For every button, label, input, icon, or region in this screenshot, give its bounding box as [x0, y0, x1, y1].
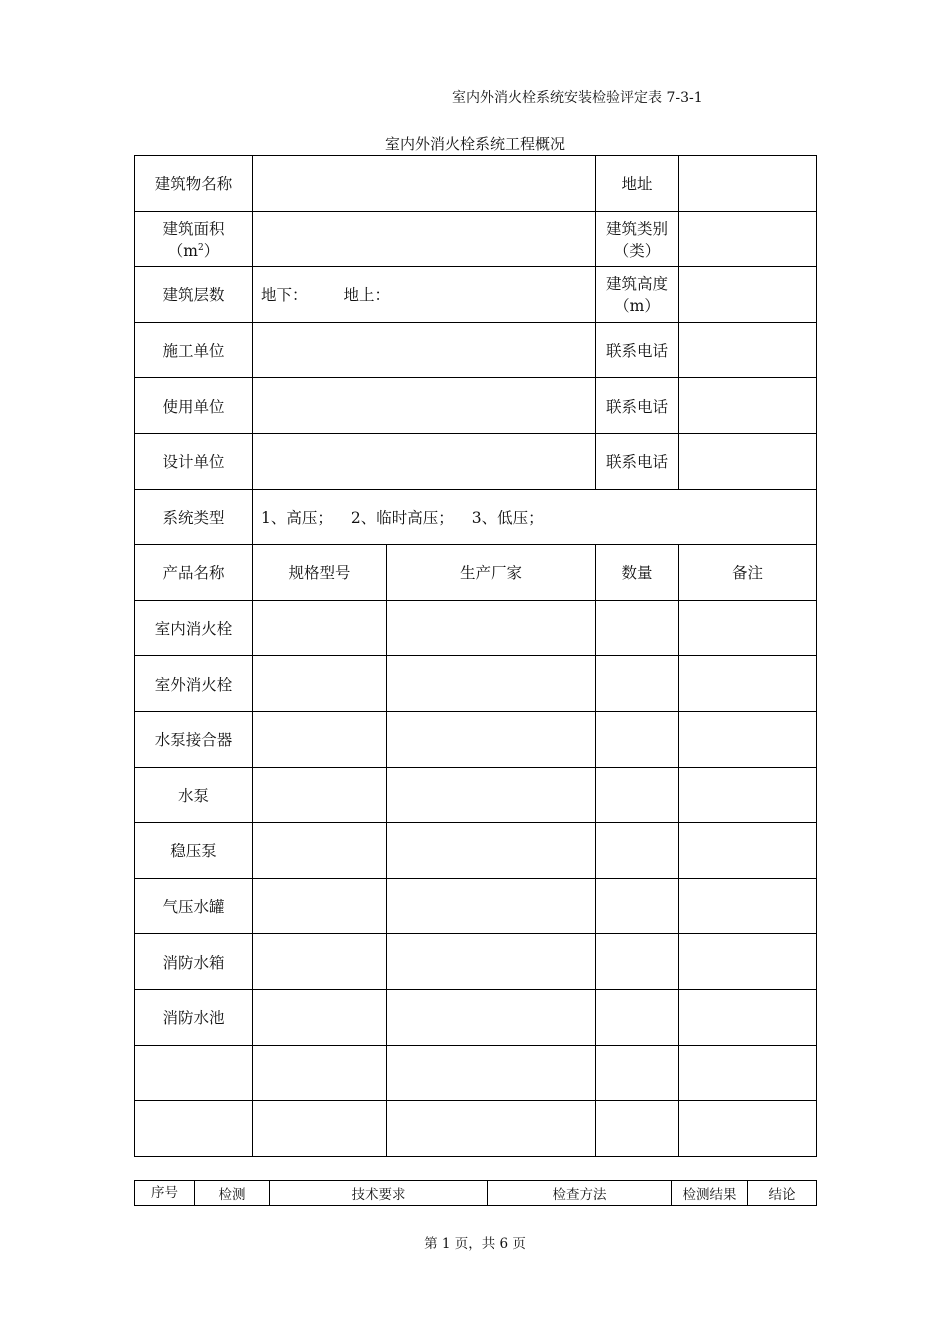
remarks-cell[interactable]	[679, 989, 817, 1045]
spec-model-cell[interactable]	[253, 767, 387, 823]
product-row	[135, 934, 817, 990]
product-row	[135, 600, 817, 656]
form-reference: 室内外消火栓系统安装检验评定表 7-3-1	[452, 90, 703, 106]
spec-model-cell[interactable]	[253, 934, 387, 990]
quantity-cell[interactable]	[596, 767, 679, 823]
design-unit-label: 设计单位	[135, 433, 253, 489]
design-unit-field[interactable]	[253, 433, 596, 489]
spec-model-cell[interactable]	[253, 656, 387, 712]
user-unit-label: 使用单位	[135, 378, 253, 434]
phone-label: 联系电话	[596, 378, 679, 434]
manufacturer-cell[interactable]	[387, 767, 596, 823]
column-header: 数量	[596, 545, 679, 601]
product-name: 水泵接合器	[135, 711, 253, 767]
column-header: 检查方法	[488, 1181, 672, 1206]
quantity-cell[interactable]	[596, 1045, 679, 1101]
row-building-name	[135, 156, 817, 212]
row-building-area	[135, 211, 817, 267]
product-name-field[interactable]	[135, 1045, 253, 1101]
product-row	[135, 878, 817, 934]
building-category-label: 建筑类别（类）	[596, 211, 679, 267]
column-header: 备注	[679, 545, 817, 601]
spec-model-cell[interactable]	[253, 711, 387, 767]
floors-field[interactable]	[253, 267, 596, 323]
product-name: 室内消火栓	[135, 600, 253, 656]
phone-label: 联系电话	[596, 433, 679, 489]
column-header: 序号	[135, 1181, 195, 1206]
page-number: 第 1 页，共 6 页	[424, 1236, 526, 1252]
row-floors	[135, 267, 817, 323]
row-system-type	[135, 489, 817, 545]
remarks-cell[interactable]	[679, 878, 817, 934]
manufacturer-cell[interactable]	[387, 1101, 596, 1157]
user-phone-field[interactable]	[679, 378, 817, 434]
construction-unit-field[interactable]	[253, 322, 596, 378]
remarks-cell[interactable]	[679, 656, 817, 712]
building-name-field[interactable]	[253, 156, 596, 212]
row-user-unit	[135, 378, 817, 434]
remarks-cell[interactable]	[679, 767, 817, 823]
row-construction-unit	[135, 322, 817, 378]
building-height-field[interactable]	[679, 267, 817, 323]
column-header: 检测	[195, 1181, 270, 1206]
inspection-table	[134, 1180, 817, 1206]
building-name-label: 建筑物名称	[135, 156, 253, 212]
quantity-cell[interactable]	[596, 600, 679, 656]
quantity-cell[interactable]	[596, 989, 679, 1045]
quantity-cell[interactable]	[596, 934, 679, 990]
product-name: 消防水池	[135, 989, 253, 1045]
building-area-label: 建筑面积 $(m^2)$	[135, 211, 253, 267]
manufacturer-cell[interactable]	[387, 1045, 596, 1101]
spec-model-cell[interactable]	[253, 1101, 387, 1157]
system-type-option[interactable]: 1、高压；	[261, 508, 333, 527]
product-name: 气压水罐	[135, 878, 253, 934]
remarks-cell[interactable]	[679, 600, 817, 656]
system-type-option[interactable]: 3、低压；	[471, 508, 544, 527]
product-row	[135, 711, 817, 767]
design-phone-field[interactable]	[679, 433, 817, 489]
product-name-field[interactable]	[135, 1101, 253, 1157]
manufacturer-cell[interactable]	[387, 600, 596, 656]
quantity-cell[interactable]	[596, 711, 679, 767]
product-name: 消防水箱	[135, 934, 253, 990]
product-name: 稳压泵	[135, 823, 253, 879]
inspection-header-row	[135, 1181, 817, 1206]
product-name: 室外消火栓	[135, 656, 253, 712]
manufacturer-cell[interactable]	[387, 934, 596, 990]
column-header: 产品名称	[135, 545, 253, 601]
remarks-cell[interactable]	[679, 934, 817, 990]
system-type-option[interactable]: 2、临时高压；	[350, 508, 454, 527]
floors-below-label: 地下：	[261, 286, 308, 305]
remarks-cell[interactable]	[679, 1101, 817, 1157]
manufacturer-cell[interactable]	[387, 823, 596, 879]
page-title: 室内外消火栓系统工程概况	[384, 135, 565, 153]
column-header: 结论	[748, 1181, 817, 1206]
floors-above-label: 地上：	[343, 286, 391, 305]
product-row	[135, 1101, 817, 1157]
manufacturer-cell[interactable]	[387, 711, 596, 767]
remarks-cell[interactable]	[679, 1045, 817, 1101]
column-header: 生产厂家	[387, 545, 596, 601]
remarks-cell[interactable]	[679, 711, 817, 767]
products-header-row	[135, 545, 817, 601]
quantity-cell[interactable]	[596, 656, 679, 712]
spec-model-cell[interactable]	[253, 1045, 387, 1101]
spec-model-cell[interactable]	[253, 878, 387, 934]
product-row	[135, 989, 817, 1045]
row-design-unit	[135, 433, 817, 489]
column-header: 技术要求	[270, 1181, 488, 1206]
user-unit-field[interactable]	[253, 378, 596, 434]
manufacturer-cell[interactable]	[387, 989, 596, 1045]
construction-phone-field[interactable]	[679, 322, 817, 378]
building-category-field[interactable]	[679, 211, 817, 267]
quantity-cell[interactable]	[596, 878, 679, 934]
phone-label: 联系电话	[596, 322, 679, 378]
product-name: 水泵	[135, 767, 253, 823]
address-field[interactable]	[679, 156, 817, 212]
spec-model-cell[interactable]	[253, 600, 387, 656]
system-type-options[interactable]	[253, 489, 817, 545]
product-row	[135, 656, 817, 712]
product-row	[135, 1045, 817, 1101]
column-header: 规格型号	[253, 545, 387, 601]
building-area-field[interactable]	[253, 211, 596, 267]
floors-label: 建筑层数	[135, 267, 253, 323]
quantity-cell[interactable]	[596, 823, 679, 879]
address-label: 地址	[596, 156, 679, 212]
building-height-label: 建筑高度（m）	[596, 267, 679, 323]
overview-table	[134, 155, 817, 1157]
product-row	[135, 767, 817, 823]
manufacturer-cell[interactable]	[387, 878, 596, 934]
manufacturer-cell[interactable]	[387, 656, 596, 712]
construction-unit-label: 施工单位	[135, 322, 253, 378]
spec-model-cell[interactable]	[253, 989, 387, 1045]
system-type-label: 系统类型	[135, 489, 253, 545]
remarks-cell[interactable]	[679, 823, 817, 879]
product-row	[135, 823, 817, 879]
column-header: 检测结果	[672, 1181, 748, 1206]
spec-model-cell[interactable]	[253, 823, 387, 879]
quantity-cell[interactable]	[596, 1101, 679, 1157]
